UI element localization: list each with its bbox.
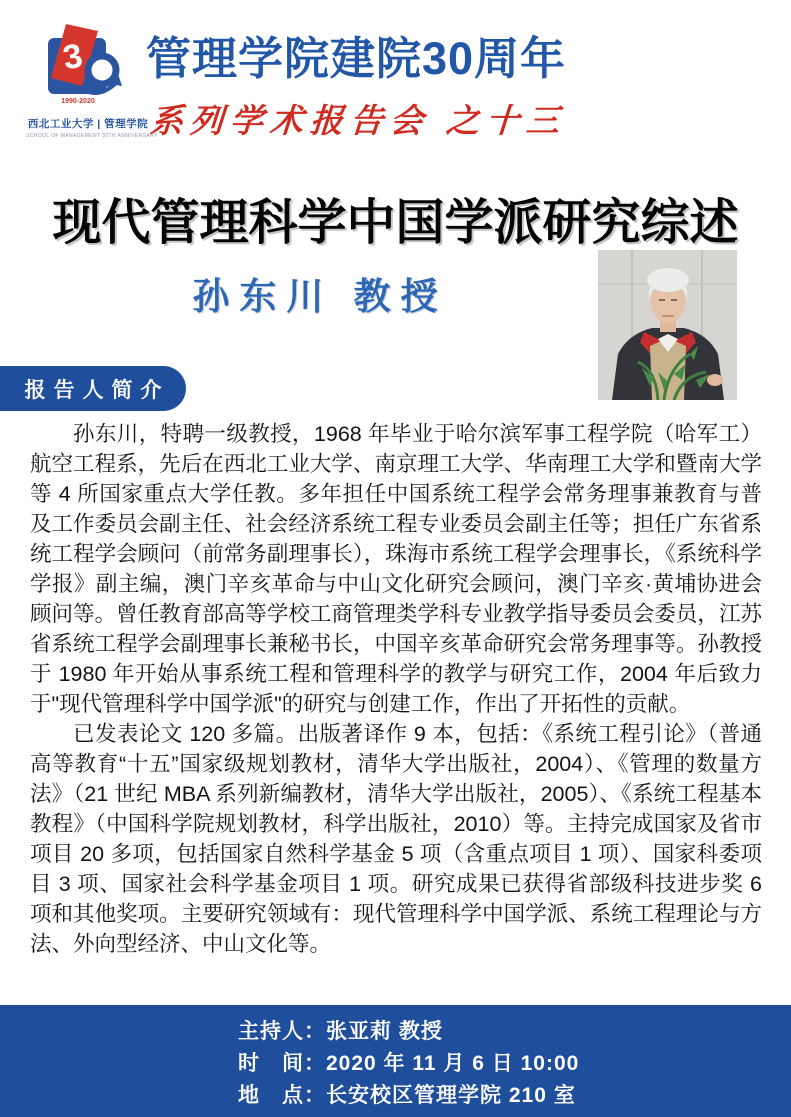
bio-paragraph-1: 孙东川，特聘一级教授，1968 年毕业于哈尔滨军事工程学院（哈军工）航空工程系，先后在西北工业大学、南京理工大学、华南理工大学和暨南大学等 4 所国家重点大学任教。多年担任中国系统工程学会常务理事兼教育与普及工作委员会副主任、社会经济系统工程专业委员会副主任等；担任广东省系统工程学会顾问（前常务副理事长），珠海市系统工程学会理事长，《系统科学学报》副主编，澳门辛亥革命与中山文化研究会顾问，澳门辛亥·黄埔协进会顾问等。曾任教育部高等学校工商管理类学科专业教学指导委员会委员，江苏省系统工程学会副理事长兼秘书长，中国辛亥革命研究会常务理事等。孙教授于 1980 年开始从事系统工程和管理科学的教学与研究工作，2004 年后致力于"现代管理科学中国学派"的研究与创建工作，作出了开拓性的贡献。 <box>30 422 762 716</box>
anniversary-title: 管理学院建院30周年 <box>146 33 567 84</box>
speaker-biography <box>30 419 762 959</box>
event-details-footer <box>0 1005 791 1117</box>
logo-digit-0 <box>88 56 116 84</box>
logo-digit-3: 3 <box>60 36 86 78</box>
speaker-name: 孙东川 教授 <box>192 276 448 317</box>
bio-paragraph-2: 已发表论文 120 多篇。出版著译作 9 本，包括：《系统工程引论》（普通高等教育“十五”国家级规划教材，清华大学出版社，2004）、《管理的数量方法》（21 世纪 MBA 系列新编教材，清华大学出版社，2005）、《系统工程基本教程》（中国科学院规划教材，科学出版社，2010）等。主持完成国家及省市项目 20 多项，包括国家自然科学基金 5 项（含重点项目 1 项）、国家科委项目 3 项、国家社会科学基金项目 1 项。研究成果已获得省部级科技进步奖 6 项和其他奖项。主要研究领域有：现代管理科学中国学派、系统工程理论与方法、外向型经济、中山文化等。 <box>30 722 762 956</box>
anniversary-30-logo-icon <box>36 22 140 114</box>
logo-org-name-cn: 西北工业大学 | 管理学院 <box>27 118 149 130</box>
school-logo <box>26 22 158 139</box>
logo-years: 1990-2020 <box>61 98 95 105</box>
speaker-intro-badge: 报告人简介 <box>0 366 186 411</box>
footer-host: 主持人：张亚莉 教授 <box>238 1020 443 1043</box>
footer-location: 地 点：长安校区管理学院 210 室 <box>238 1084 576 1107</box>
series-title: 系列学术报告会 之十三 <box>148 102 568 139</box>
logo-org-name-en: SCHOOL OF MANAGEMENT 30TH ANNIVERSARY <box>26 133 158 139</box>
speaker-photo <box>598 250 737 400</box>
lecture-title: 现代管理科学中国学派研究综述 <box>52 196 739 250</box>
footer-time: 时 间：2020 年 11 月 6 日 10:00 <box>238 1052 580 1075</box>
